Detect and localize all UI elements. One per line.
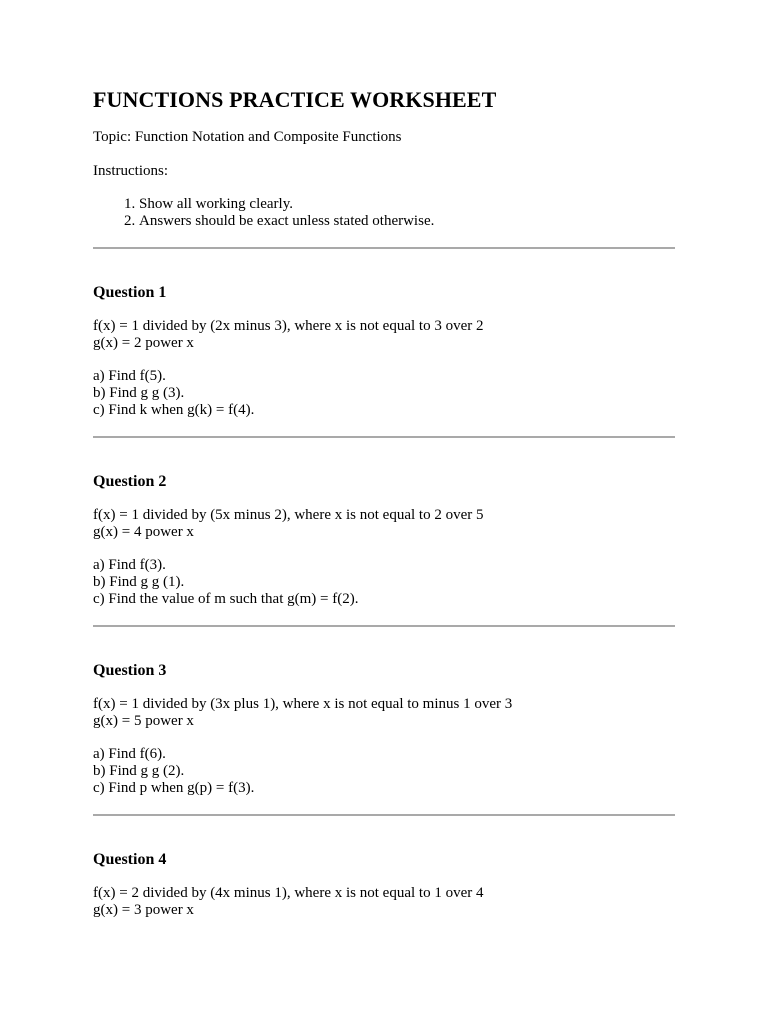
instructions-list [93,196,675,230]
question-part-b: b) Find g g (2). [93,763,185,779]
section-divider [93,625,675,627]
function-f-definition: f(x) = 1 divided by (5x minus 2), where x is not equal to 2 over 5 [93,507,484,523]
function-f-definition: f(x) = 1 divided by (3x plus 1), where x is not equal to minus 1 over 3 [93,696,513,712]
question-3 [93,662,675,797]
question-part-a: a) Find f(5). [93,368,166,384]
section-divider [93,247,675,249]
question-parts [93,368,675,419]
question-heading: Question 2 [93,473,167,490]
question-part-c: c) Find k when g(k) = f(4). [93,402,255,418]
instruction-item: 2. Answers should be exact unless stated otherwise. [139,213,675,230]
question-part-a: a) Find f(3). [93,557,166,573]
page-title: FUNCTIONS PRACTICE WORKSHEET [93,87,497,112]
question-part-b: b) Find g g (1). [93,574,185,590]
function-definitions [93,696,675,730]
question-part-c: c) Find the value of m such that g(m) = f(2). [93,591,359,607]
function-f-definition: f(x) = 2 divided by (4x minus 1), where x is not equal to 1 over 4 [93,885,484,901]
function-g-definition: g(x) = 5 power x [93,713,194,729]
question-heading: Question 1 [93,284,167,301]
section-divider [93,814,675,816]
function-g-definition: g(x) = 4 power x [93,524,194,540]
question-4 [93,851,675,919]
topic-line: Topic: Function Notation and Composite Functions [93,129,402,145]
question-1 [93,284,675,419]
question-part-c: c) Find p when g(p) = f(3). [93,780,255,796]
question-part-b: b) Find g g (3). [93,385,185,401]
function-g-definition: g(x) = 2 power x [93,335,194,351]
question-heading: Question 3 [93,662,167,679]
question-heading: Question 4 [93,851,167,868]
instruction-item: 1. Show all working clearly. [139,196,675,213]
section-divider [93,436,675,438]
question-part-a: a) Find f(6). [93,746,166,762]
function-f-definition: f(x) = 1 divided by (2x minus 3), where x is not equal to 3 over 2 [93,318,484,334]
question-2 [93,473,675,608]
function-definitions [93,318,675,352]
question-parts [93,746,675,797]
question-parts [93,557,675,608]
function-definitions [93,885,675,919]
function-definitions [93,507,675,541]
function-g-definition: g(x) = 3 power x [93,902,194,918]
instructions-label: Instructions: [93,163,168,179]
